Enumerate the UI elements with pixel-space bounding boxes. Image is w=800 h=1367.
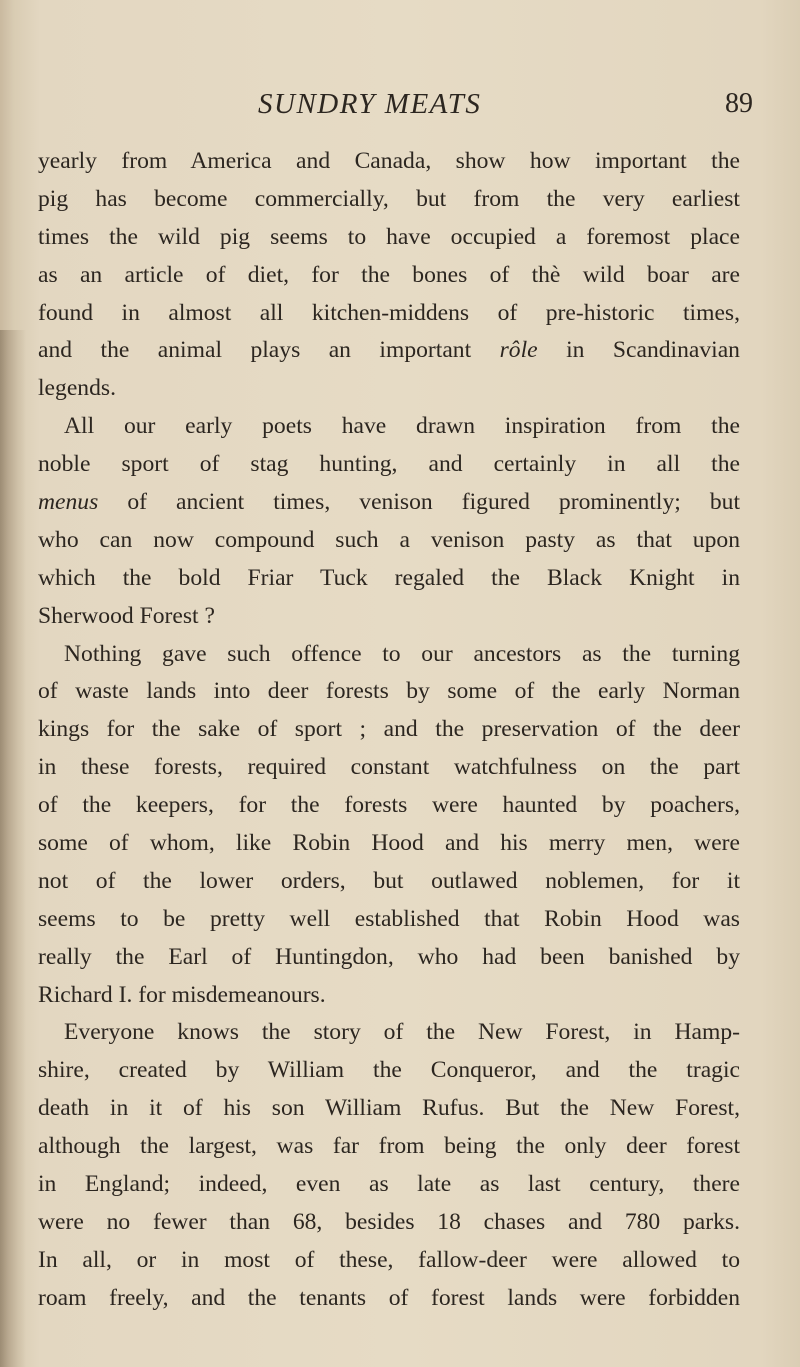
page-number: 89 bbox=[725, 88, 753, 119]
body-text bbox=[38, 143, 740, 1318]
text-line bbox=[38, 1166, 740, 1204]
text-line bbox=[38, 863, 740, 901]
text-line bbox=[38, 1014, 740, 1052]
text-line bbox=[38, 1090, 740, 1128]
text-run: not of the lower orders, but outlawed noblemen, for it bbox=[38, 867, 740, 894]
text-line bbox=[38, 181, 740, 219]
running-title: SUNDRY MEATS bbox=[258, 88, 482, 120]
text-run: Sherwood Forest ? bbox=[38, 602, 215, 629]
text-run: of the keepers, for the forests were haunted by poachers, bbox=[38, 792, 740, 819]
text-line bbox=[38, 711, 740, 749]
text-line bbox=[38, 408, 740, 446]
text-run: pig has become commercially, but from the very earliest bbox=[38, 185, 740, 212]
binding-gutter-shadow bbox=[0, 330, 26, 1367]
text-run: kings for the sake of sport ; and the preservation of the deer bbox=[38, 716, 740, 743]
paragraph bbox=[38, 636, 740, 1015]
paragraph bbox=[38, 1014, 740, 1317]
text-line bbox=[38, 901, 740, 939]
text-line bbox=[38, 143, 740, 181]
text-run: some of whom, like Robin Hood and his merry men, were bbox=[38, 830, 740, 857]
text-run: in Scandinavian bbox=[537, 337, 740, 364]
italic-term: menus bbox=[38, 489, 99, 516]
text-line bbox=[38, 673, 740, 711]
italic-term: rôle bbox=[499, 337, 538, 364]
text-line bbox=[38, 977, 740, 1015]
text-line bbox=[38, 1128, 740, 1166]
text-line bbox=[38, 1052, 740, 1090]
text-run: were no fewer than 68, besides 18 chases and 780 parks. bbox=[38, 1208, 740, 1235]
text-line bbox=[38, 560, 740, 598]
text-run: All our early poets have drawn inspiration from the bbox=[64, 413, 740, 440]
text-line bbox=[38, 1280, 740, 1318]
text-line bbox=[38, 522, 740, 560]
text-run: seems to be pretty well established that Robin Hood was bbox=[38, 905, 740, 932]
text-run: shire, created by William the Conqueror, and the tragic bbox=[38, 1057, 740, 1084]
text-run: In all, or in most of these, fallow-deer were allowed to bbox=[38, 1246, 740, 1273]
text-run: Everyone knows the story of the New Forest, in Hamp- bbox=[64, 1019, 740, 1046]
text-line bbox=[38, 598, 740, 636]
text-line bbox=[38, 749, 740, 787]
text-run: in these forests, required constant watchfulness on the part bbox=[38, 754, 740, 781]
text-line bbox=[38, 825, 740, 863]
text-line bbox=[38, 257, 740, 295]
text-run: yearly from America and Canada, show how important the bbox=[38, 148, 740, 174]
paragraph bbox=[38, 408, 740, 635]
text-run: which the bold Friar Tuck regaled the Black Knight in bbox=[38, 564, 740, 591]
running-head bbox=[0, 88, 800, 128]
text-line bbox=[38, 1204, 740, 1242]
text-run: Richard I. for misdemeanours. bbox=[38, 981, 326, 1008]
text-run: although the largest, was far from being the only deer forest bbox=[38, 1133, 740, 1160]
text-run: of ancient times, venison figured prominently; but bbox=[98, 489, 740, 516]
text-line bbox=[38, 332, 740, 370]
text-run: of waste lands into deer forests by some of the early Norman bbox=[38, 678, 740, 705]
text-line bbox=[38, 370, 740, 408]
text-line bbox=[38, 787, 740, 825]
text-run: really the Earl of Huntingdon, who had been banished by bbox=[38, 943, 740, 970]
text-run: roam freely, and the tenants of forest lands were forbidden bbox=[38, 1284, 740, 1311]
text-run: as an article of diet, for the bones of thè wild boar are bbox=[38, 261, 740, 288]
text-run: and the animal plays an important bbox=[38, 337, 500, 364]
text-run: found in almost all kitchen-middens of pre-historic times, bbox=[38, 299, 740, 326]
text-run: Nothing gave such offence to our ancestors as the turning bbox=[64, 640, 740, 667]
paragraph bbox=[38, 143, 740, 408]
text-run: in England; indeed, even as late as last century, there bbox=[38, 1171, 740, 1198]
text-line bbox=[38, 219, 740, 257]
text-line bbox=[38, 939, 740, 977]
text-run: death in it of his son William Rufus. But the New Forest, bbox=[38, 1095, 740, 1122]
text-run: who can now compound such a venison pasty as that upon bbox=[38, 526, 740, 553]
text-line bbox=[38, 484, 740, 522]
text-run: times the wild pig seems to have occupied a foremost place bbox=[38, 223, 740, 250]
text-line bbox=[38, 446, 740, 484]
text-run: legends. bbox=[38, 375, 116, 402]
text-run: noble sport of stag hunting, and certainly in all the bbox=[38, 451, 740, 478]
text-line bbox=[38, 295, 740, 333]
text-line bbox=[38, 1242, 740, 1280]
text-line bbox=[38, 636, 740, 674]
